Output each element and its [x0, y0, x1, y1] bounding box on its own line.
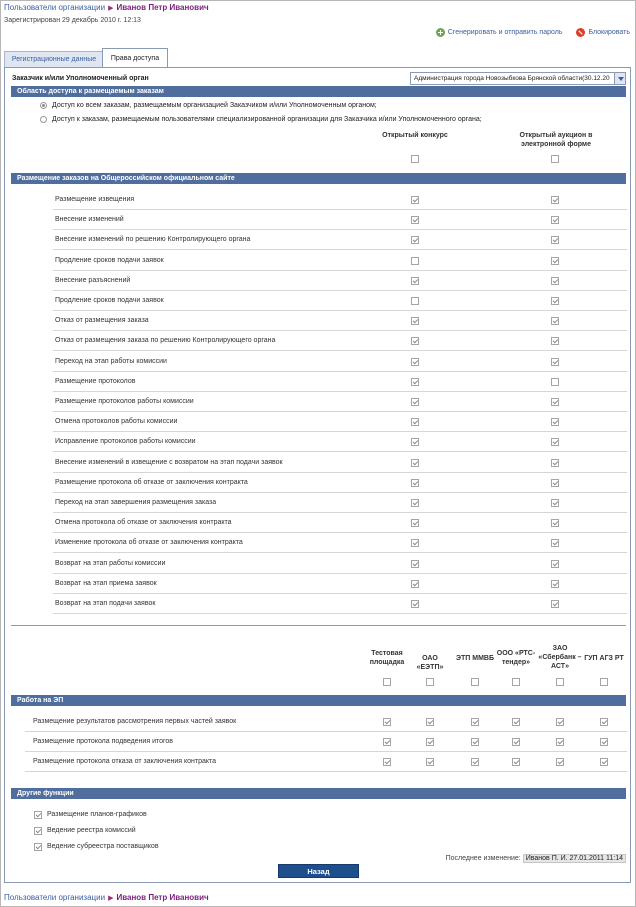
row-divider — [53, 593, 627, 594]
open-auction-checkbox[interactable] — [551, 196, 559, 204]
row-divider — [53, 411, 627, 412]
breadcrumb-bottom — [4, 893, 209, 902]
ep-platform-checkbox[interactable] — [512, 738, 520, 746]
ep-row-label: Размещение протокола отказа от заключения контракта — [33, 758, 217, 765]
platform-column-header: ЗАО «Сбербанк – АСТ» — [538, 645, 582, 670]
platform-column-header: ОАО «ЕЭТП» — [416, 655, 444, 671]
row-divider — [25, 731, 627, 732]
open-contest-checkbox[interactable] — [411, 378, 419, 386]
open-auction-checkbox[interactable] — [551, 378, 559, 386]
row-divider — [53, 573, 627, 574]
open-contest-checkbox[interactable] — [411, 277, 419, 285]
ep-platform-checkbox[interactable] — [471, 738, 479, 746]
open-auction-checkbox[interactable] — [551, 398, 559, 406]
ep-platform-checkbox[interactable] — [556, 758, 564, 766]
permission-row-label: Изменение протокола об отказе от заключения контракта — [55, 539, 243, 547]
column-open-contest: Открытый конкурс — [382, 132, 448, 139]
row-divider — [53, 492, 627, 493]
open-auction-checkbox[interactable] — [551, 358, 559, 366]
access-specialized-label: Доступ к заказам, размещаемым пользователями специализированной организации для Заказчика и/или Уполномоченного органа; — [52, 116, 482, 123]
permission-row-label: Внесение разъяснений — [55, 276, 131, 284]
open-auction-checkbox[interactable] — [551, 257, 559, 265]
ep-platform-checkbox[interactable] — [600, 758, 608, 766]
permission-row-label: Возврат на этап подачи заявок — [55, 600, 156, 607]
open-contest-checkbox[interactable] — [411, 580, 419, 588]
block-icon — [576, 28, 585, 37]
open-contest-checkbox[interactable] — [411, 560, 419, 568]
open-contest-checkbox[interactable] — [411, 216, 419, 224]
row-divider — [53, 229, 627, 230]
tab-access-rights[interactable]: Права доступа — [102, 48, 168, 67]
access-rights-panel — [4, 67, 631, 883]
open-contest-checkbox[interactable] — [411, 317, 419, 325]
action-bar — [424, 28, 630, 39]
permission-row-label: Возврат на этап работы комиссии — [55, 559, 166, 567]
ep-platform-checkbox[interactable] — [383, 718, 391, 726]
breadcrumb-parent-link[interactable]: Пользователи организации — [4, 893, 106, 902]
customer-select-value: Администрация города Новозыбкова Брянской области(30.12.20 — [414, 75, 610, 82]
ep-platform-checkbox[interactable] — [556, 718, 564, 726]
permission-row-label: Продление сроков подачи заявок — [55, 297, 164, 304]
platform-all-checkbox[interactable] — [383, 678, 391, 686]
generate-password-link[interactable] — [436, 28, 563, 37]
open-contest-checkbox[interactable] — [411, 499, 419, 507]
open-auction-checkbox[interactable] — [551, 337, 559, 345]
open-auction-checkbox[interactable] — [551, 539, 559, 547]
open-contest-checkbox[interactable] — [411, 257, 419, 265]
row-divider — [25, 751, 627, 752]
open-auction-checkbox[interactable] — [551, 459, 559, 467]
add-icon — [436, 28, 445, 37]
open-contest-checkbox[interactable] — [411, 519, 419, 527]
open-contest-checkbox[interactable] — [411, 358, 419, 366]
platform-all-checkbox[interactable] — [556, 678, 564, 686]
customer-select[interactable] — [410, 72, 626, 85]
ep-platform-checkbox[interactable] — [383, 738, 391, 746]
row-divider — [53, 270, 627, 271]
permission-row-label: Исправление протоколов работы комиссии — [55, 438, 196, 446]
open-contest-all-checkbox[interactable] — [411, 155, 419, 163]
open-auction-checkbox[interactable] — [551, 499, 559, 507]
other-functions-header: Другие функции — [11, 788, 626, 799]
access-all-label: Доступ ко всем заказам, размещаемым организацией Заказчиком и/или Уполномоченным органом; — [52, 102, 377, 109]
permission-row-label: Внесение изменений по решению Контролирующего органа — [55, 236, 251, 244]
row-divider — [53, 350, 627, 351]
open-auction-checkbox[interactable] — [551, 438, 559, 446]
permission-row-label: Возврат на этап приема заявок — [55, 579, 157, 587]
permission-row-label: Размещение протокола об отказе от заключения контракта — [55, 478, 248, 486]
platform-all-checkbox[interactable] — [426, 678, 434, 686]
permission-row-label: Переход на этап завершения размещения заказа — [55, 499, 217, 506]
breadcrumb-current: Иванов Петр Иванович — [116, 893, 209, 902]
row-divider — [53, 552, 627, 553]
generate-password-label: Сгенерировать и отправить пароль — [447, 29, 563, 36]
open-contest-checkbox[interactable] — [411, 539, 419, 547]
row-divider — [53, 249, 627, 250]
permission-row-label: Переход на этап работы комиссии — [55, 357, 167, 365]
open-auction-checkbox[interactable] — [551, 418, 559, 426]
ep-row-label: Размещение протокола подведения итогов — [33, 738, 174, 745]
customer-label: Заказчик и/или Уполномоченный орган — [12, 75, 149, 82]
last-modified-value: Иванов П. И. 27.01.2011 11:14 — [523, 854, 626, 863]
open-auction-checkbox[interactable] — [551, 600, 559, 608]
permission-row-label: Отмена протокола об отказе от заключения контракта — [55, 519, 232, 527]
open-auction-checkbox[interactable] — [551, 297, 559, 305]
ep-platform-checkbox[interactable] — [471, 718, 479, 726]
row-divider — [53, 472, 627, 473]
open-auction-checkbox[interactable] — [551, 317, 559, 325]
open-auction-checkbox[interactable] — [551, 277, 559, 285]
other-function-label: Ведение субреестра поставщиков — [47, 843, 159, 850]
tab-registration-data[interactable]: Регистрационные данные — [4, 51, 104, 67]
ep-platform-checkbox[interactable] — [383, 758, 391, 766]
ep-platform-checkbox[interactable] — [426, 718, 434, 726]
access-scope-header: Область доступа к размещаемым заказам — [11, 86, 626, 97]
column-open-auction: Открытый аукцион в электронной форме — [519, 132, 593, 148]
open-auction-checkbox[interactable] — [551, 519, 559, 527]
block-user-label: Блокировать — [588, 29, 630, 36]
access-all-radio[interactable] — [40, 102, 47, 109]
permission-row-label: Отмена протоколов работы комиссии — [55, 418, 178, 426]
ep-platform-checkbox[interactable] — [426, 738, 434, 746]
section-divider — [11, 625, 626, 626]
permission-row-label: Размещение извещения — [55, 196, 135, 203]
open-auction-checkbox[interactable] — [551, 560, 559, 568]
permission-row-label: Размещение протоколов — [55, 377, 136, 385]
chevron-down-icon[interactable] — [614, 73, 625, 84]
open-contest-checkbox[interactable] — [411, 600, 419, 608]
open-contest-checkbox[interactable] — [411, 297, 419, 305]
open-contest-checkbox[interactable] — [411, 438, 419, 446]
row-divider — [53, 330, 627, 331]
open-auction-checkbox[interactable] — [551, 580, 559, 588]
platform-column-header: ЭТП ММВБ — [456, 655, 494, 662]
ep-platform-checkbox[interactable] — [512, 718, 520, 726]
platform-all-checkbox[interactable] — [512, 678, 520, 686]
other-function-checkbox[interactable] — [34, 843, 42, 851]
platform-column-header: ГУП АГЗ РТ — [584, 655, 624, 662]
open-contest-checkbox[interactable] — [411, 398, 419, 406]
open-auction-checkbox[interactable] — [551, 216, 559, 224]
other-function-label: Ведение реестра комиссий — [47, 827, 136, 834]
ep-platform-checkbox[interactable] — [426, 758, 434, 766]
breadcrumb-arrow-icon: ▶ — [108, 5, 114, 12]
open-contest-checkbox[interactable] — [411, 479, 419, 487]
row-divider — [53, 371, 627, 372]
other-function-checkbox[interactable] — [34, 827, 42, 835]
permission-row-label: Отказ от размещения заказа по решению Контролирующего органа — [55, 337, 276, 345]
breadcrumb — [4, 3, 209, 12]
open-auction-all-checkbox[interactable] — [551, 155, 559, 163]
platform-column-header: ООО «РТС-тендер» — [496, 650, 536, 666]
breadcrumb-parent-link[interactable]: Пользователи организации — [4, 3, 106, 12]
open-auction-checkbox[interactable] — [551, 479, 559, 487]
block-user-link[interactable] — [576, 28, 630, 37]
ep-platform-checkbox[interactable] — [556, 738, 564, 746]
row-divider — [53, 613, 627, 614]
row-divider — [53, 310, 627, 311]
ep-platform-checkbox[interactable] — [471, 758, 479, 766]
open-contest-checkbox[interactable] — [411, 236, 419, 244]
platform-column-header: Тестовая площадка — [369, 650, 405, 666]
permission-row-label: Продление сроков подачи заявок — [55, 256, 164, 264]
last-modified — [446, 855, 626, 862]
platform-all-checkbox[interactable] — [600, 678, 608, 686]
ep-platform-checkbox[interactable] — [600, 718, 608, 726]
open-contest-checkbox[interactable] — [411, 337, 419, 345]
row-divider — [53, 431, 627, 432]
ep-row-label: Размещение результатов рассмотрения первых частей заявок — [33, 718, 237, 725]
breadcrumb-current: Иванов Петр Иванович — [116, 3, 209, 12]
permission-row-label: Размещение протоколов работы комиссии — [55, 398, 194, 405]
other-function-label: Размещение планов-графиков — [47, 811, 147, 818]
open-contest-checkbox[interactable] — [411, 418, 419, 426]
back-button[interactable]: Назад — [278, 864, 359, 878]
last-modified-label: Последнее изменение: — [445, 855, 521, 862]
open-auction-checkbox[interactable] — [551, 236, 559, 244]
row-divider — [53, 391, 627, 392]
open-contest-checkbox[interactable] — [411, 459, 419, 467]
ep-work-header: Работа на ЭП — [11, 695, 626, 706]
open-contest-checkbox[interactable] — [411, 196, 419, 204]
row-divider — [53, 451, 627, 452]
row-divider — [53, 512, 627, 513]
permission-row-label: Отказ от размещения заказа — [55, 317, 149, 325]
platform-all-checkbox[interactable] — [471, 678, 479, 686]
permission-row-label: Внесение изменений — [55, 216, 124, 224]
row-divider — [53, 290, 627, 291]
breadcrumb-arrow-icon: ▶ — [108, 895, 114, 902]
row-divider — [53, 209, 627, 210]
official-site-header: Размещение заказов на Общероссийском официальном сайте — [11, 173, 626, 184]
permission-row-label: Внесение изменений в извещение с возвратом на этап подачи заявок — [55, 458, 283, 466]
registered-date: Зарегистрирован 29 декабрь 2010 г. 12:13 — [4, 17, 141, 24]
row-divider — [25, 771, 627, 772]
other-function-checkbox[interactable] — [34, 811, 42, 819]
row-divider — [53, 532, 627, 533]
access-specialized-radio[interactable] — [40, 116, 47, 123]
ep-platform-checkbox[interactable] — [512, 758, 520, 766]
ep-platform-checkbox[interactable] — [600, 738, 608, 746]
